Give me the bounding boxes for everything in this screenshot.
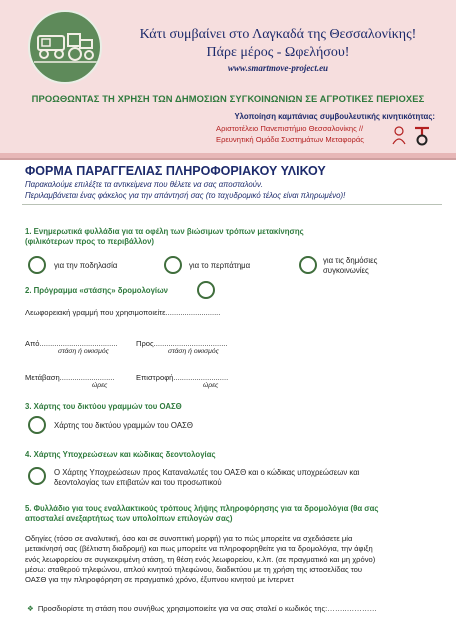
stop-code-field[interactable] [27, 604, 377, 613]
from-stop-hint: στάση ή οικισμός [58, 348, 109, 355]
implementation-label: Υλοποίηση καμπάνιας συμβουλευτικής κινητικότητας: [234, 112, 435, 121]
paragraph-line: Οδηγίες (τόσο σε αναλυτική, όσο και σε συνοπτική μορφή) για το πώς μπορείτε να σχεδιάσετε μία [25, 534, 353, 543]
section-5-title-line-1: 5. Φυλλάδιο για τους εναλλακτικούς τρόπους λήψης πληροφόρησης για τα δρομολόγια (θα σας [25, 504, 379, 513]
header-banner [0, 0, 456, 153]
diamond-bullet-icon: ❖ [27, 604, 34, 613]
form-intro-line-1: Παρακαλούμε επιλέξτε τα αντικείμενα που θέλετε να σας αποσταλούν. [25, 180, 264, 189]
option-walking-label: για το περπάτημα [189, 261, 251, 270]
implementation-group: Ερευνητική Ομάδα Συστημάτων Μεταφοράς [216, 135, 364, 144]
bus-line-field[interactable]: Λεωφορειακή γραμμή που χρησιμοποιείτε.......................... [25, 308, 221, 317]
network-map-label: Χάρτης του δικτύου γραμμών του ΟΑΣΘ [54, 421, 193, 430]
section-5-title-line-2: αποσταλεί ανεξαρτήτως των υπολοίπων επιλογών σας) [25, 514, 233, 523]
walking-checkbox[interactable] [164, 256, 182, 274]
paragraph-line: μέσω: σταθερού τηλεφώνου, απλού κινητού τηλεφώνου, διαδικτύου με τη χρήση της ιστοσελίδας του [25, 564, 363, 574]
departure-time-field[interactable]: Μετάβαση.......................... [25, 373, 115, 382]
section-1-title-line-2: (φιλικότερων προς το περιβάλλον) [25, 237, 155, 246]
paragraph-line: μετακίνησή σας (βέλτιστη διαδρομή) και πως μπορείτε να πληροφορηθείτε για τα δρομολόγια, την άφιξη [25, 544, 373, 554]
paragraph-line: ΟΑΣΘ για την πληροφόρηση σε πραγματικό χρόνο, έξυπνου κινητού με ίντερνετ [25, 575, 294, 585]
from-stop-field[interactable]: Από..................................... [25, 339, 118, 348]
option-cycling-label: για την ποδηλασία [54, 261, 118, 270]
implementation-university: Αριστοτέλειο Πανεπιστήμιο Θεσσαλονίκης // [216, 124, 364, 133]
form-intro-line-2: Περιλαμβάνεται ένας φάκελος για την απάντησή σας (το ταχυδρομικό τέλος είναι πληρωμένο)! [25, 191, 346, 200]
section-4-title: 4. Χάρτης Υποχρεώσεων και κώδικας δεοντολογίας [25, 450, 216, 459]
promo-heading: ΠΡΟΩΘΩΝΤΑΣ ΤΗ ΧΡΗΣΗ ΤΩΝ ΔΗΜΟΣΙΩΝ ΣΥΓΚΟΙΝΩΝΙΩΝ ΣΕ ΑΓΡΟΤΙΚΕΣ ΠΕΡΙΟΧΕΣ [31, 93, 425, 104]
obligations-label-line-1: Ο Χάρτης Υποχρεώσεων προς Καταναλωτές του ΟΑΣΘ και ο κώδικας υποχρεώσεων και [54, 468, 360, 477]
intro-divider [22, 204, 442, 205]
section-2-title: 2. Πρόγραμμα «στάσης» δρομολογίων [25, 286, 168, 295]
university-logo-icon [391, 125, 407, 145]
form-title: ΦΟΡΜΑ ΠΑΡΑΓΓΕΛΙΑΣ ΠΛΗΡΟΦΟΡΙΑΚΟΥ ΥΛΙΚΟΥ [25, 164, 326, 178]
option-public-label-line-2: συγκοινωνίες [323, 266, 369, 275]
return-time-field[interactable]: Επιστροφή.......................... [136, 373, 229, 382]
to-stop-field[interactable]: Προς................................... [136, 339, 228, 348]
return-time-hint: ώρες [203, 382, 219, 389]
timetable-checkbox[interactable] [197, 281, 215, 299]
option-public-label-line-1: για τις δημόσιες [323, 256, 378, 265]
section-3-title: 3. Χάρτης του δικτύου γραμμών του ΟΑΣΘ [25, 402, 182, 411]
network-map-checkbox[interactable] [28, 416, 46, 434]
header-divider-line [0, 158, 456, 160]
section-5-paragraph [25, 534, 435, 585]
smartmove-logo-icon [28, 10, 102, 84]
tagline-line-1: Κάτι συμβαίνει στο Λαγκαδά της Θεσσαλονίκης! [139, 27, 417, 42]
paragraph-line: ενός λεωφορείου σε συγκεκριμένη στάση, τη θέση ενός λεωφορείου, κ.λπ. (σε πραγματικό και μη χρόνο) [25, 554, 376, 564]
website-link[interactable]: www.smartmove-project.eu [227, 63, 329, 73]
cycling-checkbox[interactable] [28, 256, 46, 274]
tagline-line-2: Πάρε μέρος - Ωφελήσου! [206, 45, 350, 60]
public-transport-checkbox[interactable] [299, 256, 317, 274]
section-1-title-line-1: 1. Ενημερωτικά φυλλάδια για τα οφέλη των βιώσιμων τρόπων μετακίνησης [25, 227, 304, 236]
obligations-label-line-2: δεοντολογίας των επιβατών και του προσωπικού [54, 478, 222, 487]
transport-group-logo-icon [412, 124, 432, 146]
stop-code-label: Προσδιορίστε τη στάση που συνήθως χρησιμοποιείτε για να σας σταλεί ο κωδικός της:……..………… [37, 604, 378, 613]
to-stop-hint: στάση ή οικισμός [168, 348, 219, 355]
departure-time-hint: ώρες [92, 382, 108, 389]
obligations-charter-checkbox[interactable] [28, 467, 46, 485]
